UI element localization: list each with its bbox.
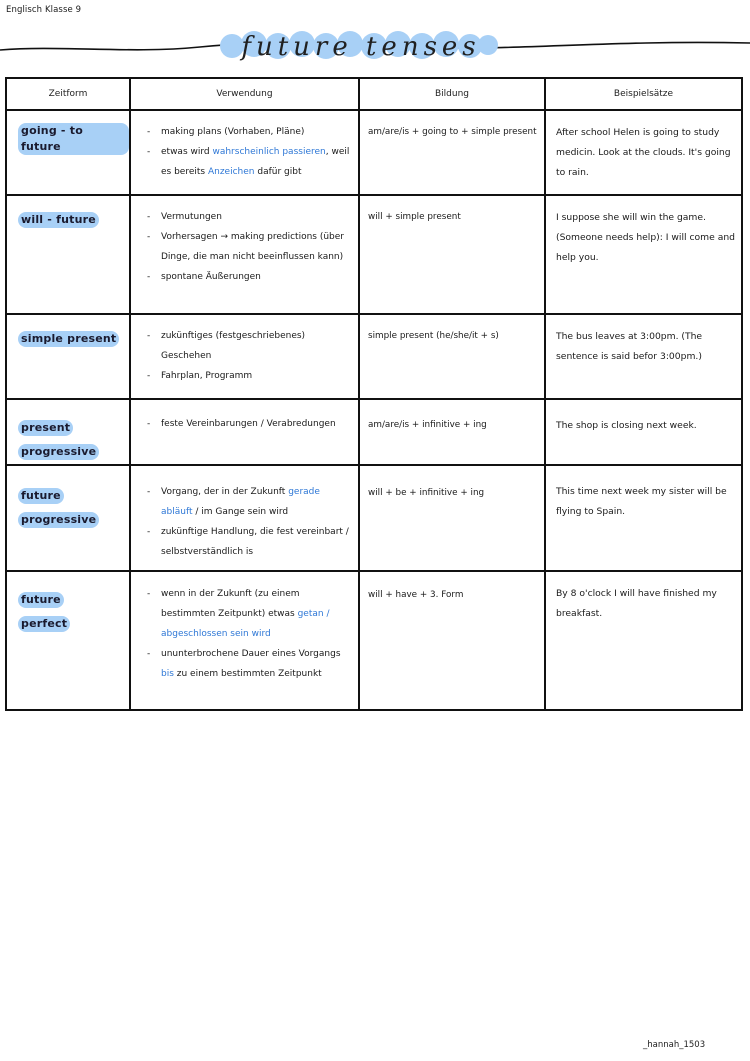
usage-cell xyxy=(130,571,359,710)
formation-cell: will + be + infinitive + ing xyxy=(359,465,545,571)
table-row xyxy=(6,571,742,710)
example-cell: After school Helen is going to study medicin. Look at the clouds. It's going to rain. xyxy=(545,110,742,195)
blue-highlight-text: gerade abläuft xyxy=(161,487,320,517)
tense-cell xyxy=(6,571,130,710)
header-beispielsaetze: Beispielsätze xyxy=(545,78,742,110)
usage-item: - Vorhersagen → making predictions (über Dinge, die man nicht beeinflussen kann) xyxy=(147,227,350,267)
tense-name: future xyxy=(18,592,64,608)
usage-item: - feste Vereinbarungen / Verabredungen xyxy=(147,414,350,434)
example-cell: I suppose she will win the game. (Someone needs help): I will come and help you. xyxy=(545,195,742,314)
usage-item: - Vermutungen xyxy=(147,207,350,227)
formation-cell: am/are/is + going to + simple present xyxy=(359,110,545,195)
header-bildung: Bildung xyxy=(359,78,545,110)
tense-name: progressive xyxy=(18,512,99,528)
header-zeitform: Zeitform xyxy=(6,78,130,110)
blue-highlight-text: bis xyxy=(161,669,174,679)
usage-item: - wenn in der Zukunft (zu einem bestimmten Zeitpunkt) etwas getan / abgeschlossen sein wird xyxy=(147,584,350,644)
future-tenses-table xyxy=(5,77,743,711)
formation-cell: am/are/is + infinitive + ing xyxy=(359,399,545,465)
usage-item: - making plans (Vorhaben, Pläne) xyxy=(147,122,350,142)
usage-item: - etwas wird wahrscheinlich passieren, weil es bereits Anzeichen dafür gibt xyxy=(147,142,350,182)
table-header-row xyxy=(6,78,742,110)
usage-cell xyxy=(130,399,359,465)
example-cell: The bus leaves at 3:00pm. (The sentence is said befor 3:00pm.) xyxy=(545,314,742,399)
table-row xyxy=(6,110,742,195)
usage-item: - Fahrplan, Programm xyxy=(147,366,350,386)
usage-item: - zukünftiges (festgeschriebenes) Geschehen xyxy=(147,326,350,366)
blue-highlight-text: getan / abgeschlossen sein wird xyxy=(161,609,330,639)
author-signature: _hannah_1503 xyxy=(643,1040,706,1050)
formation-cell: simple present (he/she/it + s) xyxy=(359,314,545,399)
usage-cell xyxy=(130,314,359,399)
table-row xyxy=(6,399,742,465)
blue-highlight-text: Anzeichen xyxy=(207,167,255,177)
usage-item: - zukünftige Handlung, die fest vereinbart / selbstverständlich is xyxy=(147,522,350,562)
page-title: future tenses xyxy=(241,32,481,62)
tense-name: will - future xyxy=(18,212,99,228)
tense-name: going - to future xyxy=(18,123,129,155)
usage-item: - ununterbrochene Dauer eines Vorgangs bis zu einem bestimmten Zeitpunkt xyxy=(147,644,350,684)
usage-item: - Vorgang, der in der Zukunft gerade abläuft / im Gange sein wird xyxy=(147,482,350,522)
tense-cell xyxy=(6,314,130,399)
usage-cell xyxy=(130,110,359,195)
example-cell: The shop is closing next week. xyxy=(545,399,742,465)
tense-name: simple present xyxy=(18,331,119,347)
tense-name: present xyxy=(18,420,73,436)
tense-name: perfect xyxy=(18,616,70,632)
table-row xyxy=(6,195,742,314)
usage-cell xyxy=(130,465,359,571)
tense-name: progressive xyxy=(18,444,99,460)
usage-cell xyxy=(130,195,359,314)
table-row xyxy=(6,465,742,571)
formation-cell: will + have + 3. Form xyxy=(359,571,545,710)
tense-cell xyxy=(6,110,130,195)
example-cell: By 8 o'clock I will have finished my breakfast. xyxy=(545,571,742,710)
title-banner xyxy=(0,28,750,68)
tense-name: future xyxy=(18,488,64,504)
tense-cell xyxy=(6,399,130,465)
tense-cell xyxy=(6,465,130,571)
formation-cell: will + simple present xyxy=(359,195,545,314)
subject-label: Englisch Klasse 9 xyxy=(6,5,82,15)
tense-cell xyxy=(6,195,130,314)
example-cell: This time next week my sister will be flying to Spain. xyxy=(545,465,742,571)
header-verwendung: Verwendung xyxy=(130,78,359,110)
usage-item: - spontane Äußerungen xyxy=(147,267,350,287)
table-row xyxy=(6,314,742,399)
blue-highlight-text: wahrscheinlich passieren xyxy=(212,147,326,157)
